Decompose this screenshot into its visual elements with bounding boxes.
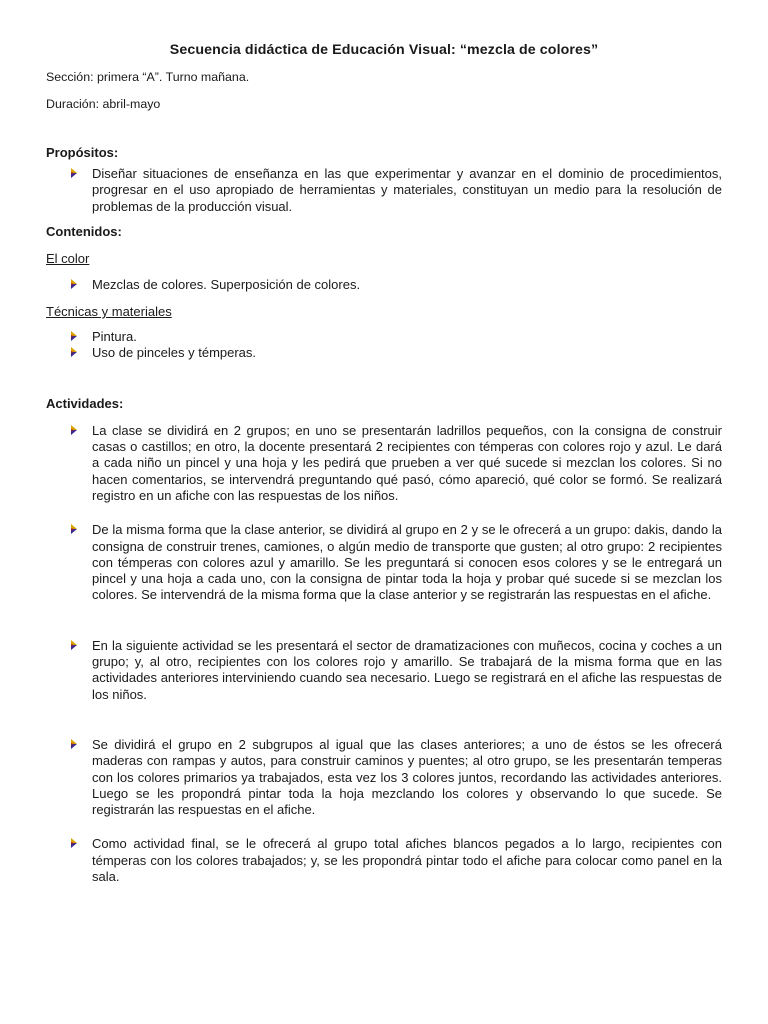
list-item: De la misma forma que la clase anterior, se dividirá al grupo en 2 y se le ofrecerá a un grupo: dakis, dando la consigna de construir trenes, camiones, o algún medio de transporte que gusten; al otro grupo: 2 recipientes con témperas con colores azul y amarillo. Se les preguntará si conocen esos colores y se le entregará un pincel y una hoja a cada uno, con la consigna de pintar toda la hoja y probar qué sucede si se mezclan los colores. Se intervendrá de la misma forma que la clase anterior y se registrarán las respuestas en el afiche. xyxy=(46,522,722,603)
actividades-heading: Actividades: xyxy=(46,395,124,411)
section-line: Sección: primera “A”. Turno mañana. xyxy=(46,70,250,84)
arrowhead-bullet-icon xyxy=(68,524,80,535)
arrowhead-bullet-icon xyxy=(68,279,80,290)
arrowhead-bullet-icon xyxy=(68,838,80,849)
arrowhead-bullet-icon xyxy=(68,168,80,179)
subheading-el-color: El color xyxy=(46,250,90,266)
list-item: Uso de pinceles y témperas. xyxy=(46,345,722,361)
list-item: En la siguiente actividad se les presentará el sector de dramatizaciones con muñecos, cocina y coches a un grupo; y, al otro, recipientes con los colores rojo y amarillo. Se trabajará de la misma forma que en las actividades anteriores interviniendo cuando sea necesario. Luego se registrará en el afiche las respuestas de los niños. xyxy=(46,638,722,703)
propositos-list xyxy=(46,166,722,215)
actividades-list xyxy=(46,423,722,886)
tecnicas-list xyxy=(46,329,722,362)
duration-line: Duración: abril-mayo xyxy=(46,97,161,111)
arrowhead-bullet-icon xyxy=(68,640,80,651)
document-title: Secuencia didáctica de Educación Visual: “mezcla de colores” xyxy=(169,42,599,58)
arrowhead-bullet-icon xyxy=(68,739,80,750)
list-item: Mezclas de colores. Superposición de colores. xyxy=(46,277,722,293)
arrowhead-bullet-icon xyxy=(68,425,80,436)
list-item: Pintura. xyxy=(46,329,722,345)
color-list xyxy=(46,277,722,293)
contenidos-heading: Contenidos: xyxy=(46,223,122,239)
list-item: Diseñar situaciones de enseñanza en las que experimentar y avanzar en el dominio de procedimientos, progresar en el uso apropiado de herramientas y materiales, constituyan un medio para la resolución de problemas de la producción visual. xyxy=(46,166,722,215)
list-item: Como actividad final, se le ofrecerá al grupo total afiches blancos pegados a lo largo, recipientes con témperas con los colores trabajados; y, se les propondrá pintar todo el afiche para colocar como panel en la sala. xyxy=(46,836,722,885)
subheading-tecnicas: Técnicas y materiales xyxy=(46,304,172,320)
list-item: Se dividirá el grupo en 2 subgrupos al igual que las clases anteriores; a uno de éstos se les ofrecerá maderas con rampas y autos, para construir caminos y puentes; al otro grupo, se les presentarán temperas con los colores primarios ya trabajados, esta vez los 3 colores juntos, recordando las actividades anteriores. Luego se les propondrá pintar toda la hoja mezclando los colores y observando lo que sucede. Se registrarán las respuestas en el afiche. xyxy=(46,737,722,818)
propositos-heading: Propósitos: xyxy=(46,145,119,160)
document-page xyxy=(46,42,722,885)
arrowhead-bullet-icon xyxy=(68,331,80,342)
list-item: La clase se dividirá en 2 grupos; en uno se presentarán ladrillos pequeños, con la consigna de construir casas o castillos; en otro, la docente presentará 2 recipientes con témperas con colores rojo y azul. Le dará a cada niño un pincel y una hoja y les pedirá que prueben a ver qué sucede si mezclan los colores. Si no hacen comentarios, se intervendrá preguntando qué pasó, cómo apareció, qué color se formó. Se realizará registro en un afiche con las respuestas de los niños. xyxy=(46,423,722,504)
arrowhead-bullet-icon xyxy=(68,347,80,358)
